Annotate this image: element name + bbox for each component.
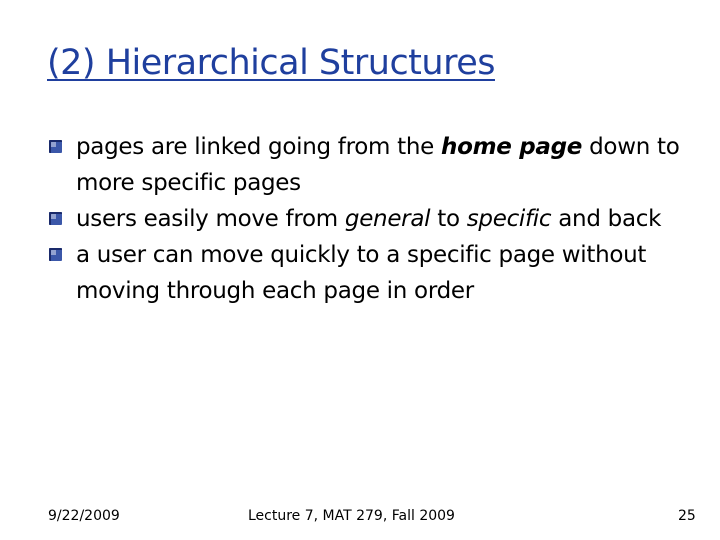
bullet-text-segment: down to more specific pages (76, 134, 680, 196)
bullet-item-2 (48, 201, 688, 237)
square-bullet-icon (49, 212, 62, 225)
slide-title: (2) Hierarchical Structures (47, 43, 495, 83)
footer-date: 9/22/2009 (48, 508, 120, 524)
footer-page-number: 25 (678, 508, 696, 524)
bullet-list (48, 129, 688, 309)
square-bullet-icon (49, 140, 62, 153)
bullet-text-italic: specific (466, 206, 552, 232)
bullet-text-segment: users easily move from (76, 206, 345, 232)
bullet-item-3 (48, 237, 688, 309)
bullet-text-segment: pages are linked going from the (76, 134, 442, 160)
bullet-text-segment: a user can move quickly to a specific page without moving through each page in order (76, 242, 647, 304)
bullet-text-italic: general (344, 206, 431, 232)
footer-lecture-info: Lecture 7, MAT 279, Fall 2009 (248, 508, 455, 524)
bullet-item-1 (48, 129, 688, 201)
bullet-text-emphasis: home page (441, 134, 583, 160)
bullet-text-segment: to (430, 206, 467, 232)
bullet-text-segment: and back (551, 206, 662, 232)
square-bullet-icon (49, 248, 62, 261)
